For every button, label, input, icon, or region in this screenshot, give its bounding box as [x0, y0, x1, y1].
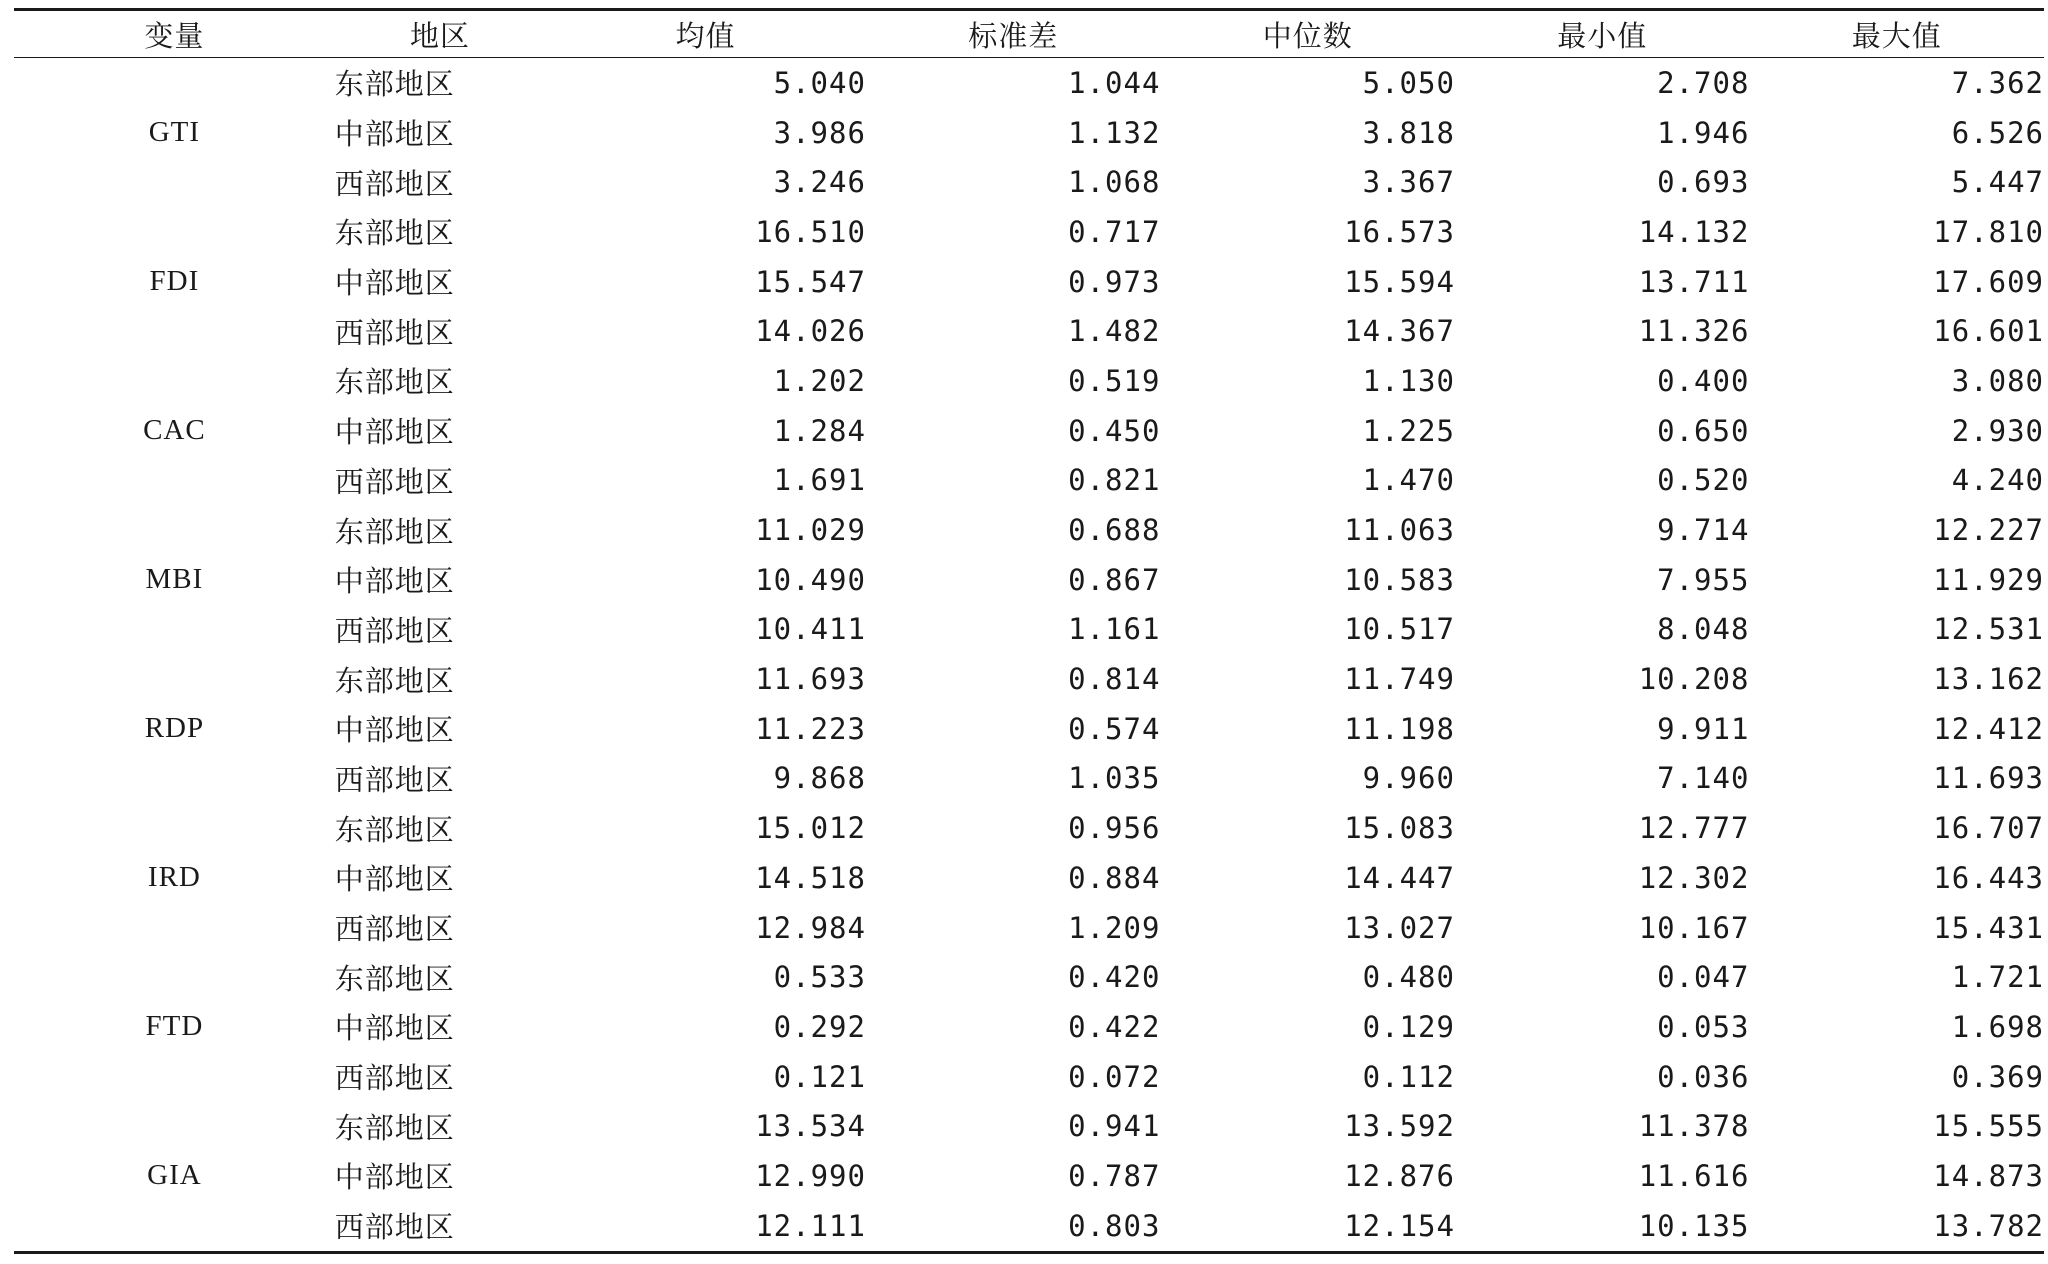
mean-cell: 3.986	[773, 115, 866, 150]
variable-cell: MBI	[145, 563, 204, 596]
std-dev-cell: 0.973	[1068, 264, 1161, 299]
median-cell: 14.367	[1344, 314, 1455, 349]
max-cell: 17.609	[1933, 264, 2044, 299]
std-dev-cell: 0.803	[1068, 1208, 1161, 1243]
region-cell: 西部地区	[334, 166, 455, 201]
min-cell: 0.400	[1657, 363, 1750, 398]
region-cell: 东部地区	[334, 514, 455, 549]
std-dev-cell: 1.161	[1068, 612, 1161, 647]
std-dev-cell: 0.814	[1068, 662, 1161, 697]
median-cell: 11.198	[1344, 711, 1455, 746]
mean-cell: 13.534	[755, 1109, 866, 1144]
std-dev-cell: 1.068	[1068, 165, 1161, 200]
region-cell: 西部地区	[334, 1061, 455, 1096]
median-cell: 9.960	[1362, 761, 1455, 796]
mean-cell: 5.040	[773, 65, 866, 100]
min-cell: 7.955	[1657, 562, 1750, 597]
region-cell: 东部地区	[334, 216, 455, 251]
median-cell: 0.112	[1362, 1059, 1455, 1094]
max-cell: 1.698	[1951, 1009, 2044, 1044]
max-cell: 11.693	[1933, 761, 2044, 796]
median-cell: 5.050	[1362, 65, 1455, 100]
region-cell: 东部地区	[334, 67, 455, 102]
median-cell: 1.130	[1362, 363, 1455, 398]
min-cell: 0.520	[1657, 463, 1750, 498]
min-cell: 8.048	[1657, 612, 1750, 647]
std-dev-cell: 0.867	[1068, 562, 1161, 597]
mean-cell: 10.490	[755, 562, 866, 597]
max-cell: 1.721	[1951, 960, 2044, 995]
min-cell: 9.714	[1657, 513, 1750, 548]
table-row	[14, 952, 2044, 1002]
header-variable: 变量	[144, 18, 205, 53]
variable-cell: GTI	[148, 116, 201, 149]
min-cell: 7.140	[1657, 761, 1750, 796]
median-cell: 16.573	[1344, 214, 1455, 249]
min-cell: 0.650	[1657, 413, 1750, 448]
median-cell: 0.129	[1362, 1009, 1455, 1044]
variable-cell: RDP	[144, 712, 205, 745]
median-cell: 13.592	[1344, 1109, 1455, 1144]
min-cell: 11.378	[1638, 1109, 1750, 1144]
max-cell: 3.080	[1951, 363, 2044, 398]
mean-cell: 0.121	[773, 1059, 866, 1094]
median-cell: 3.367	[1362, 165, 1455, 200]
std-dev-cell: 0.956	[1068, 811, 1161, 846]
min-cell: 13.711	[1638, 264, 1750, 299]
region-cell: 西部地区	[334, 464, 455, 499]
min-cell: 2.708	[1657, 65, 1750, 100]
header-max: 最大值	[1851, 18, 1942, 53]
max-cell: 16.601	[1933, 314, 2044, 349]
variable-cell: IRD	[147, 861, 201, 894]
region-cell: 西部地区	[334, 315, 455, 350]
std-dev-cell: 0.519	[1068, 363, 1161, 398]
region-cell: 西部地区	[334, 613, 455, 648]
max-cell: 15.555	[1933, 1109, 2044, 1144]
std-dev-cell: 0.884	[1068, 860, 1161, 895]
median-cell: 14.447	[1344, 860, 1455, 895]
max-cell: 12.531	[1933, 612, 2044, 647]
min-cell: 12.777	[1638, 811, 1750, 846]
max-cell: 16.707	[1933, 811, 2044, 846]
median-cell: 10.583	[1344, 562, 1455, 597]
table-row	[14, 505, 2044, 555]
median-cell: 15.083	[1344, 811, 1455, 846]
region-cell: 中部地区	[334, 415, 455, 450]
max-cell: 6.526	[1951, 115, 2044, 150]
mean-cell: 12.111	[755, 1208, 866, 1243]
std-dev-cell: 0.717	[1068, 214, 1161, 249]
region-cell: 中部地区	[334, 117, 455, 152]
table-row	[14, 207, 2044, 257]
mean-cell: 14.026	[755, 314, 866, 349]
region-cell: 中部地区	[334, 1160, 455, 1195]
median-cell: 15.594	[1344, 264, 1455, 299]
table-row	[14, 58, 2044, 108]
region-cell: 西部地区	[334, 1210, 455, 1245]
max-cell: 11.929	[1933, 562, 2044, 597]
max-cell: 14.873	[1933, 1158, 2044, 1193]
header-mean: 均值	[675, 18, 736, 53]
region-cell: 东部地区	[334, 961, 455, 996]
max-cell: 2.930	[1951, 413, 2044, 448]
header-region: 地区	[409, 18, 470, 53]
mean-cell: 16.510	[755, 214, 866, 249]
median-cell: 11.749	[1344, 662, 1455, 697]
min-cell: 11.616	[1638, 1158, 1750, 1193]
mean-cell: 14.518	[755, 860, 866, 895]
std-dev-cell: 0.574	[1068, 711, 1161, 746]
region-cell: 东部地区	[334, 812, 455, 847]
mean-cell: 11.223	[755, 711, 866, 746]
max-cell: 4.240	[1951, 463, 2044, 498]
descriptive-statistics-table-container	[14, 8, 2044, 1254]
max-cell: 17.810	[1933, 214, 2044, 249]
std-dev-cell: 0.821	[1068, 463, 1161, 498]
mean-cell: 3.246	[773, 165, 866, 200]
mean-cell: 15.012	[755, 811, 866, 846]
mean-cell: 15.547	[755, 264, 866, 299]
variable-cell: GIA	[147, 1159, 202, 1192]
min-cell: 0.693	[1657, 165, 1750, 200]
std-dev-cell: 0.941	[1068, 1109, 1161, 1144]
std-dev-cell: 0.787	[1068, 1158, 1161, 1193]
header-min: 最小值	[1557, 18, 1648, 53]
region-cell: 中部地区	[334, 266, 455, 301]
min-cell: 12.302	[1638, 860, 1750, 895]
std-dev-cell: 0.450	[1068, 413, 1161, 448]
mean-cell: 9.868	[773, 761, 866, 796]
max-cell: 0.369	[1951, 1059, 2044, 1094]
mean-cell: 1.691	[773, 463, 866, 498]
median-cell: 11.063	[1344, 513, 1455, 548]
region-cell: 西部地区	[334, 912, 455, 947]
mean-cell: 0.533	[773, 960, 866, 995]
min-cell: 11.326	[1638, 314, 1750, 349]
std-dev-cell: 1.482	[1068, 314, 1161, 349]
std-dev-cell: 1.209	[1068, 910, 1161, 945]
min-cell: 10.135	[1638, 1208, 1750, 1243]
max-cell: 13.782	[1933, 1208, 2044, 1243]
min-cell: 0.053	[1657, 1009, 1750, 1044]
variable-cell: CAC	[143, 414, 206, 447]
max-cell: 5.447	[1951, 165, 2044, 200]
mean-cell: 11.693	[755, 662, 866, 697]
median-cell: 12.876	[1344, 1158, 1455, 1193]
max-cell: 7.362	[1951, 65, 2044, 100]
std-dev-cell: 0.072	[1068, 1059, 1161, 1094]
std-dev-cell: 0.422	[1068, 1009, 1161, 1044]
min-cell: 1.946	[1657, 115, 1750, 150]
header-std-dev: 标准差	[968, 18, 1059, 53]
descriptive-statistics-table	[14, 11, 2044, 1251]
table-row	[14, 1101, 2044, 1151]
region-cell: 中部地区	[334, 564, 455, 599]
region-cell: 西部地区	[334, 762, 455, 797]
std-dev-cell: 0.420	[1068, 960, 1161, 995]
region-cell: 东部地区	[334, 663, 455, 698]
median-cell: 10.517	[1344, 612, 1455, 647]
max-cell: 16.443	[1933, 860, 2044, 895]
mean-cell: 12.984	[755, 910, 866, 945]
max-cell: 13.162	[1933, 662, 2044, 697]
region-cell: 东部地区	[334, 365, 455, 400]
mean-cell: 11.029	[755, 513, 866, 548]
min-cell: 9.911	[1657, 711, 1750, 746]
mean-cell: 10.411	[755, 612, 866, 647]
header-median: 中位数	[1262, 18, 1353, 53]
median-cell: 12.154	[1344, 1208, 1455, 1243]
min-cell: 10.208	[1638, 662, 1750, 697]
table-row	[14, 356, 2044, 406]
mean-cell: 0.292	[773, 1009, 866, 1044]
table-header	[14, 11, 2044, 58]
min-cell: 14.132	[1638, 214, 1750, 249]
region-cell: 中部地区	[334, 713, 455, 748]
region-cell: 东部地区	[334, 1110, 455, 1145]
table-bottom-rule	[14, 1251, 2044, 1254]
mean-cell: 12.990	[755, 1158, 866, 1193]
std-dev-cell: 1.132	[1068, 115, 1161, 150]
std-dev-cell: 1.044	[1068, 65, 1161, 100]
max-cell: 15.431	[1933, 910, 2044, 945]
mean-cell: 1.202	[773, 363, 866, 398]
max-cell: 12.412	[1933, 711, 2044, 746]
std-dev-cell: 1.035	[1068, 761, 1161, 796]
table-row	[14, 654, 2044, 704]
region-cell: 中部地区	[334, 1011, 455, 1046]
min-cell: 10.167	[1638, 910, 1750, 945]
median-cell: 0.480	[1362, 960, 1455, 995]
min-cell: 0.036	[1657, 1059, 1750, 1094]
mean-cell: 1.284	[773, 413, 866, 448]
median-cell: 1.470	[1362, 463, 1455, 498]
variable-cell: FTD	[145, 1010, 204, 1043]
median-cell: 1.225	[1362, 413, 1455, 448]
median-cell: 13.027	[1344, 910, 1455, 945]
variable-cell: FDI	[149, 265, 200, 298]
min-cell: 0.047	[1657, 960, 1750, 995]
std-dev-cell: 0.688	[1068, 513, 1161, 548]
max-cell: 12.227	[1933, 513, 2044, 548]
median-cell: 3.818	[1362, 115, 1455, 150]
table-row	[14, 803, 2044, 853]
table-body	[14, 58, 2044, 1251]
header-row	[14, 11, 2044, 57]
region-cell: 中部地区	[334, 862, 455, 897]
